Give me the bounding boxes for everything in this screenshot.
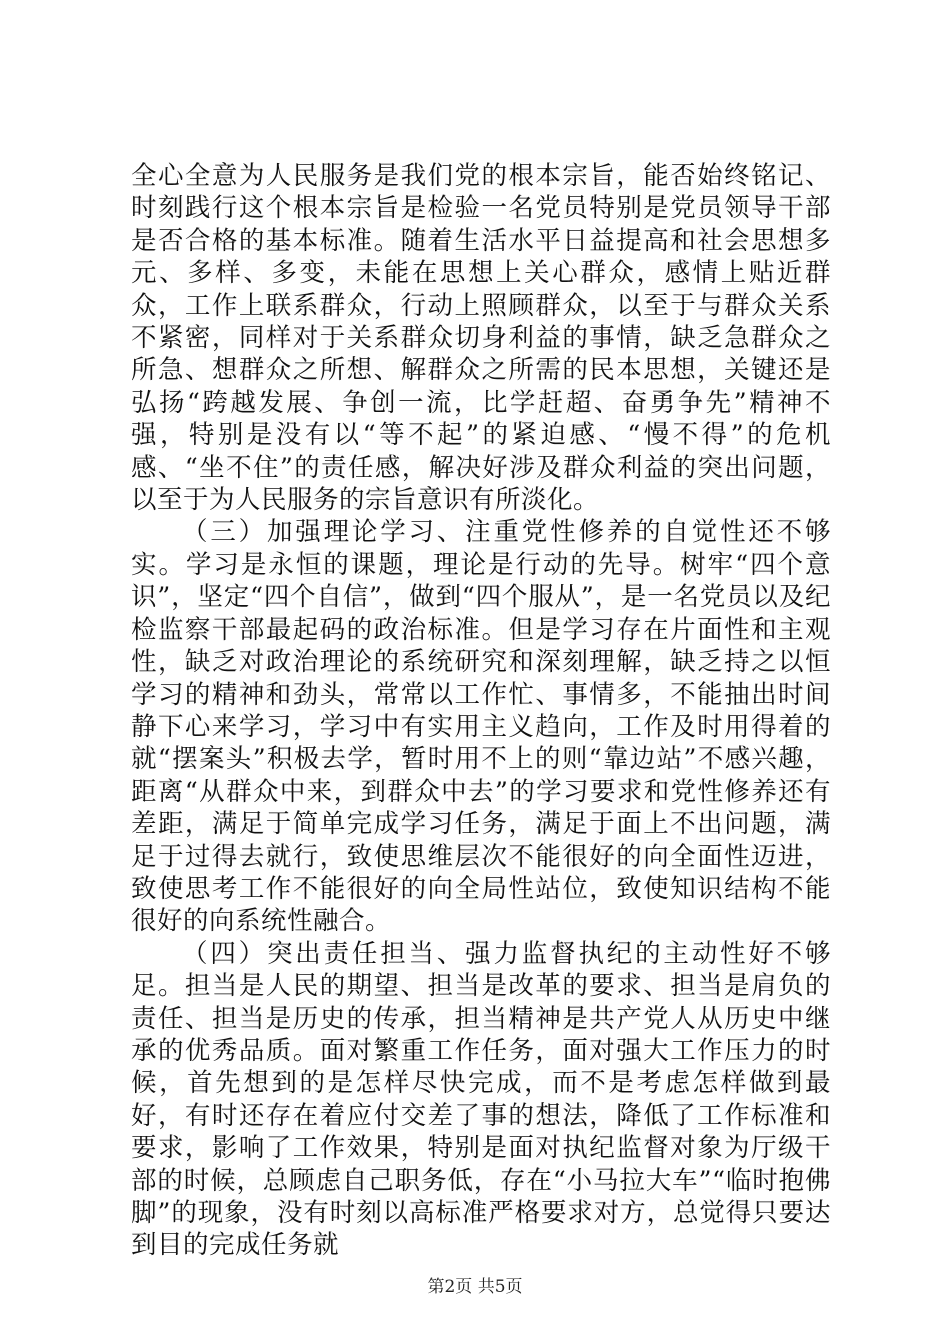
paragraph-service-purpose: 全心全意为人民服务是我们党的根本宗旨，能否始终铭记、时刻践行这个根本宗旨是检验一名党员特别是党员领导干部是否合格的基本标准。随着生活水平日益提高和社会思想多元、多样、多变，未能在思想上关心群众，感情上贴近群众，工作上联系群众，行动上照顾群众，以至于与群众关系不紧密，同样对于关系群众切身利益的事情，缺乏急群众之所急、想群众之所想、解群众之所需的民本思想，关键还是弘扬“跨越发展、争创一流，比学赶超、奋勇争先”精神不强，特别是没有以“等不起”的紧迫感、“慢不得”的危机感、“坐不住”的责任感，解决好涉及群众利益的突出问题，以至于为人民服务的宗旨意识有所淡化。 [131,161,831,516]
paragraph-theory-study: （三）加强理论学习、注重党性修养的自觉性还不够实。学习是永恒的课题，理论是行动的先导。树牢“四个意识”，坚定“四个自信”，做到“四个服从”，是一名党员以及纪检监察干部最起码的政治标准。但是学习存在片面性和主观性，缺乏对政治理论的系统研究和深刻理解，缺乏持之以恒学习的精神和劲头，常常以工作忙、事情多，不能抽出时间静下心来学习，学习中有实用主义趋向，工作及时用得着的就“摆案头”积极去学，暂时用不上的则“靠边站”不感兴趣，距离“从群众中来，到群众中去”的学习要求和党性修养还有差距，满足于简单完成学习任务，满足于面上不出问题，满足于过得去就行，致使思维层次不能很好的向全面性迈进，致使思考工作不能很好的向全局性站位，致使知识结构不能很好的向系统性融合。 [131,517,831,937]
document-body [131,160,831,1262]
paragraph-responsibility: （四）突出责任担当、强力监督执纪的主动性好不够足。担当是人民的期望、担当是改革的要求、担当是肩负的责任、担当是历史的传承，担当精神是共产党人从历史中继承的优秀品质。面对繁重工作任务，面对强大工作压力的时候，首先想到的是怎样尽快完成，而不是考虑怎样做到最好，有时还存在着应付交差了事的想法，降低了工作标准和要求，影响了工作效果，特别是面对执纪监督对象为厅级干部的时候，总顾虑自己职务低，存在“小马拉大车”“临时抱佛脚”的现象，没有时刻以高标准严格要求对方，总觉得只要达到目的完成任务就 [131,938,831,1261]
page-number-footer: 第2页 共5页 [427,1277,523,1297]
